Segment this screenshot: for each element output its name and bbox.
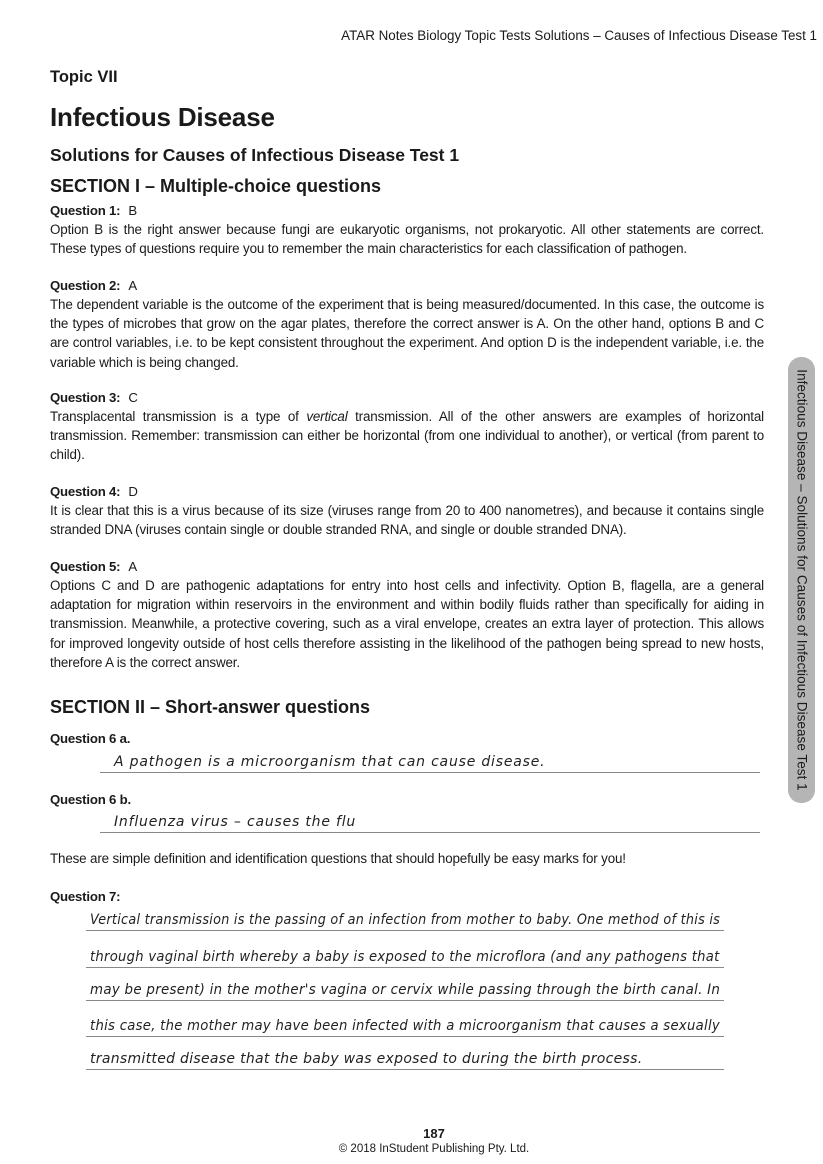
question-label: Question 7:: [50, 889, 121, 904]
side-tab-label: Infectious Disease – Solutions for Causes of Infectious Disease Test 1: [794, 369, 809, 791]
question-label: Question 5:: [50, 559, 121, 574]
question-label: Question 1:: [50, 203, 121, 218]
question-label: Question 2:: [50, 278, 121, 293]
running-head: ATAR Notes Biology Topic Tests Solutions – Causes of Infectious Disease Test 1: [341, 28, 817, 43]
emphasis-text: vertical: [306, 409, 348, 424]
page-number: 187: [423, 1126, 445, 1141]
question-explanation: It is clear that this is a virus because of its size (viruses range from 20 to 400 nanometres), and because it contains single stranded DNA (viruses contain single or double stranded RNA, and single or double stranded DNA).: [50, 503, 764, 538]
question-3: [50, 388, 764, 465]
question-label: Question 6 a.: [50, 731, 131, 746]
question-1: [50, 201, 764, 258]
question-answer: A: [128, 559, 137, 574]
section-1-heading: SECTION I – Multiple-choice questions: [50, 176, 382, 196]
answer-line: [86, 974, 724, 1001]
question-explanation: Options C and D are pathogenic adaptations for entry into host cells and infectivity. Option B, flagella, are a general adaptation for migration within reservoirs in the environment and within bodily fluids rather than specifically for aiding in transmission. Meanwhile, a protective covering, such as a viral envelope, creates an extra layer of protection. This allows for improved longevity outside of host cells therefore assisting in the likelihood of the pathogen being spread to new hosts, therefore A is the correct answer.: [50, 578, 764, 670]
explanatory-note: These are simple definition and identification questions that should hopefully be easy marks for you!: [50, 851, 626, 866]
answer-line: [86, 941, 724, 968]
answer-line: [86, 1010, 724, 1037]
page-title: Infectious Disease: [50, 102, 275, 132]
handwritten-line: may be present) in the mother's vagina or cervix while passing through the birth canal. In: [90, 982, 721, 998]
question-5: [50, 557, 764, 672]
answer-line: [86, 904, 724, 931]
answer-line-6b: [100, 806, 760, 833]
question-answer: A: [128, 278, 137, 293]
question-answer: B: [128, 203, 137, 218]
copyright: © 2018 InStudent Publishing Pty. Ltd.: [338, 1143, 530, 1155]
section-2-heading: SECTION II – Short-answer questions: [50, 697, 371, 717]
question-explanation: The dependent variable is the outcome of the experiment that is being measured/documented. In this case, the outcome is the types of microbes that grow on the agar plates, therefore the correct answer is A. On the other hand, options B and C are control variables, i.e. to be kept consistent throughout the experiment. And option D is the independent variable, i.e. the variable which is being changed.: [50, 297, 764, 370]
question-answer: D: [128, 484, 138, 499]
question-explanation: Option B is the right answer because fungi are eukaryotic organisms, not prokaryotic. All other statements are correct. These types of questions require you to remember the main characteristics for each classification of pathogen.: [50, 222, 764, 257]
handwritten-line: through vaginal birth whereby a baby is exposed to the microflora (and any pathogens that: [90, 949, 720, 965]
topic-label: Topic VII: [50, 68, 118, 86]
question-answer: C: [128, 390, 138, 405]
answer-line: [86, 1043, 724, 1070]
handwritten-line: Vertical transmission is the passing of an infection from mother to baby. One method of this is: [90, 912, 721, 928]
handwritten-line: transmitted disease that the baby was exposed to during the birth process.: [90, 1051, 643, 1067]
question-explanation: Transplacental transmission is a type of vertical transmission. All of the other answers are examples of horizontal transmission. Remember: transmission can either be horizontal (from one individual to another), or vertical (from parent to child).: [50, 409, 764, 463]
side-tab: [788, 357, 815, 803]
page-subtitle: Solutions for Causes of Infectious Disease Test 1: [50, 145, 460, 165]
handwritten-answer: A pathogen is a microorganism that can cause disease.: [114, 754, 546, 770]
question-4: [50, 482, 764, 539]
answer-line-6a: [100, 746, 760, 773]
handwritten-answer: Influenza virus – causes the flu: [114, 814, 357, 830]
handwritten-line: this case, the mother may have been infected with a microorganism that causes a sexually: [90, 1018, 720, 1034]
question-label: Question 3:: [50, 390, 121, 405]
question-2: [50, 276, 764, 372]
question-label: Question 6 b.: [50, 792, 131, 807]
question-label: Question 4:: [50, 484, 121, 499]
